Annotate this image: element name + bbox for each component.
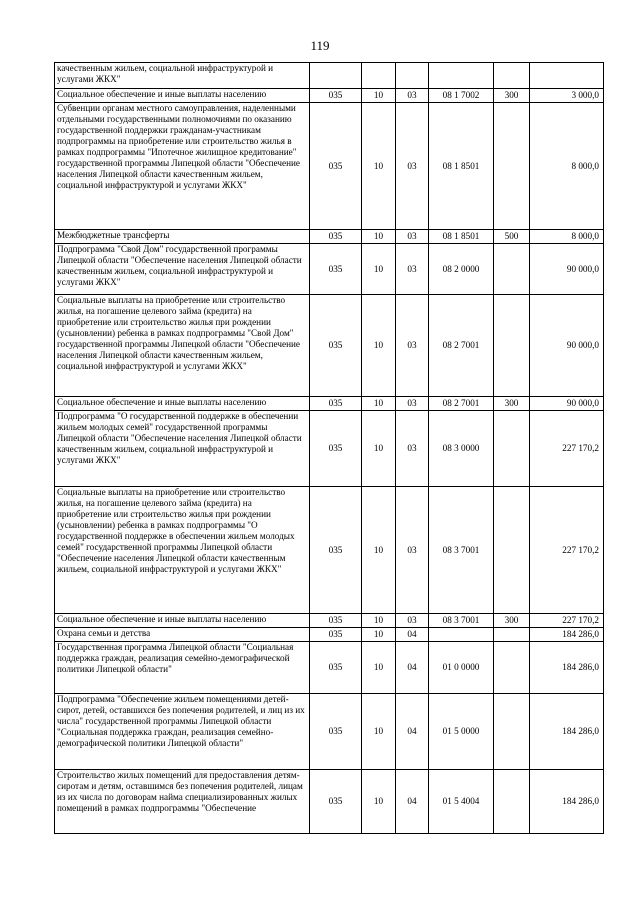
row-name: Подпрограмма "О государственной поддержке в обеспечении жильем молодых семей" государственной программы Липецкой области "Обеспечение населения Липецкой области качественным жильем, социальной инфраструктурой и услугами ЖКХ" [55, 411, 310, 487]
row-ministry: 035 [310, 628, 362, 642]
row-ministry: 035 [310, 411, 362, 487]
row-name: Строительство жилых помещений для предоставления детям-сиротам и детям, оставшимся без попечения родителей, лицам из их числа по договорам найма специализированных жилых помещений в рамках подпрограммы "Обеспечение [55, 770, 310, 834]
row-name: Социальное обеспечение и иные выплаты населению [55, 397, 310, 411]
row-amount: 90 000,0 [530, 244, 604, 295]
row-amount: 90 000,0 [530, 295, 604, 397]
row-subsection: 04 [396, 694, 429, 770]
row-amount: 184 286,0 [530, 642, 604, 694]
row-ministry [310, 63, 362, 89]
row-subsection: 03 [396, 487, 429, 614]
row-ministry: 035 [310, 89, 362, 103]
row-section: 10 [362, 628, 396, 642]
row-target: 08 3 7001 [429, 614, 494, 628]
row-target: 08 1 7002 [429, 89, 494, 103]
row-name: Подпрограмма "Свой Дом" государственной программы Липецкой области "Обеспечение населения Липецкой области качественным жильем, социальной инфраструктурой и услугами ЖКХ" [55, 244, 310, 295]
table-row [55, 628, 604, 642]
row-target [429, 628, 494, 642]
row-expense-type [494, 411, 530, 487]
row-expense-type [494, 487, 530, 614]
row-amount: 3 000,0 [530, 89, 604, 103]
table-row [55, 642, 604, 694]
row-section: 10 [362, 230, 396, 244]
table-row [55, 103, 604, 230]
row-target [429, 63, 494, 89]
row-section [362, 63, 396, 89]
page-number: 119 [310, 38, 330, 53]
row-amount: 8 000,0 [530, 230, 604, 244]
row-section: 10 [362, 103, 396, 230]
row-target: 08 1 8501 [429, 230, 494, 244]
table-row [55, 397, 604, 411]
row-expense-type: 300 [494, 614, 530, 628]
row-section: 10 [362, 642, 396, 694]
row-section: 10 [362, 770, 396, 834]
row-amount: 90 000,0 [530, 397, 604, 411]
row-subsection: 04 [396, 770, 429, 834]
row-subsection: 03 [396, 397, 429, 411]
table-row [55, 614, 604, 628]
row-name: Подпрограмма "Обеспечение жильем помещениями детей-сирот, детей, оставшихся без попечения родителей, и лиц из их числа" государственной программы Липецкой области "Социальная поддержка граждан, реализация семейно-демографической политики Липецкой области" [55, 694, 310, 770]
table-row [55, 63, 604, 89]
row-name: Государственная программа Липецкой области "Социальная поддержка граждан, реализация семейно-демографической политики Липецкой области" [55, 642, 310, 694]
row-subsection: 03 [396, 411, 429, 487]
row-target: 08 2 7001 [429, 397, 494, 411]
row-expense-type [494, 628, 530, 642]
row-expense-type [494, 63, 530, 89]
row-subsection: 03 [396, 89, 429, 103]
table-row [55, 89, 604, 103]
row-name: Социальные выплаты на приобретение или строительство жилья, на погашение целевого займа (кредита) на приобретение или строительство жилья при рождении (усыновлении) ребенка в рамках подпрограммы "О государственной поддержке в обеспечении жильем молодых семей" государственной программы Липецкой области "Обеспечение населения Липецкой области качественным жильем, социальной инфраструктурой и услугами ЖКХ" [55, 487, 310, 614]
row-subsection [396, 63, 429, 89]
row-section: 10 [362, 694, 396, 770]
row-target: 08 3 0000 [429, 411, 494, 487]
row-amount [530, 63, 604, 89]
row-subsection: 04 [396, 628, 429, 642]
row-subsection: 03 [396, 614, 429, 628]
row-amount: 8 000,0 [530, 103, 604, 230]
row-expense-type [494, 103, 530, 230]
row-section: 10 [362, 244, 396, 295]
row-name: Социальное обеспечение и иные выплаты населению [55, 89, 310, 103]
table-row [55, 295, 604, 397]
row-target: 01 0 0000 [429, 642, 494, 694]
row-name: качественным жильем, социальной инфраструктурой и услугами ЖКХ" [55, 63, 310, 89]
row-subsection: 04 [396, 642, 429, 694]
row-ministry: 035 [310, 295, 362, 397]
row-amount: 227 170,2 [530, 487, 604, 614]
row-amount: 184 286,0 [530, 694, 604, 770]
row-target: 08 2 7001 [429, 295, 494, 397]
row-name: Социальные выплаты на приобретение или строительство жилья, на погашение целевого займа (кредита) на приобретение или строительство жилья при рождении (усыновлении) ребенка в рамках подпрограммы "Свой Дом" государственной программы Липецкой области "Обеспечение населения Липецкой области качественным жильем, социальной инфраструктурой и услугами ЖКХ" [55, 295, 310, 397]
row-section: 10 [362, 614, 396, 628]
row-expense-type [494, 295, 530, 397]
row-name: Социальное обеспечение и иные выплаты населению [55, 614, 310, 628]
row-section: 10 [362, 487, 396, 614]
row-expense-type [494, 694, 530, 770]
table-row [55, 230, 604, 244]
row-section: 10 [362, 295, 396, 397]
row-amount: 184 286,0 [530, 628, 604, 642]
row-expense-type [494, 770, 530, 834]
row-expense-type: 500 [494, 230, 530, 244]
row-ministry: 035 [310, 244, 362, 295]
row-section: 10 [362, 89, 396, 103]
row-ministry: 035 [310, 614, 362, 628]
row-subsection: 03 [396, 103, 429, 230]
table-row [55, 487, 604, 614]
table-row [55, 244, 604, 295]
row-ministry: 035 [310, 770, 362, 834]
row-ministry: 035 [310, 642, 362, 694]
row-name: Межбюджетные трансферты [55, 230, 310, 244]
row-target: 08 2 0000 [429, 244, 494, 295]
row-amount: 227 170,2 [530, 614, 604, 628]
row-target: 01 5 0000 [429, 694, 494, 770]
row-subsection: 03 [396, 230, 429, 244]
row-ministry: 035 [310, 230, 362, 244]
row-section: 10 [362, 411, 396, 487]
row-ministry: 035 [310, 397, 362, 411]
table-row [55, 411, 604, 487]
row-name: Субвенции органам местного самоуправления, наделенными отдельными государственными полномочиями по оказанию государственной поддержки гражданам-участникам подпрограммы на приобретение или строительство жилья в рамках подпрограммы "Ипотечное жилищное кредитование" государственной программы Липецкой области "Обеспечение населения Липецкой области качественным жильем, социальной инфраструктурой и услугами ЖКХ" [55, 103, 310, 230]
row-target: 08 1 8501 [429, 103, 494, 230]
row-expense-type: 300 [494, 397, 530, 411]
row-expense-type: 300 [494, 89, 530, 103]
row-expense-type [494, 244, 530, 295]
row-ministry: 035 [310, 487, 362, 614]
row-ministry: 035 [310, 694, 362, 770]
row-amount: 184 286,0 [530, 770, 604, 834]
row-subsection: 03 [396, 244, 429, 295]
row-ministry: 035 [310, 103, 362, 230]
row-expense-type [494, 642, 530, 694]
budget-table [54, 62, 604, 834]
row-target: 08 3 7001 [429, 487, 494, 614]
table-row [55, 770, 604, 834]
row-target: 01 5 4004 [429, 770, 494, 834]
row-amount: 227 170,2 [530, 411, 604, 487]
row-section: 10 [362, 397, 396, 411]
table-row [55, 694, 604, 770]
row-subsection: 03 [396, 295, 429, 397]
row-name: Охрана семьи и детства [55, 628, 310, 642]
